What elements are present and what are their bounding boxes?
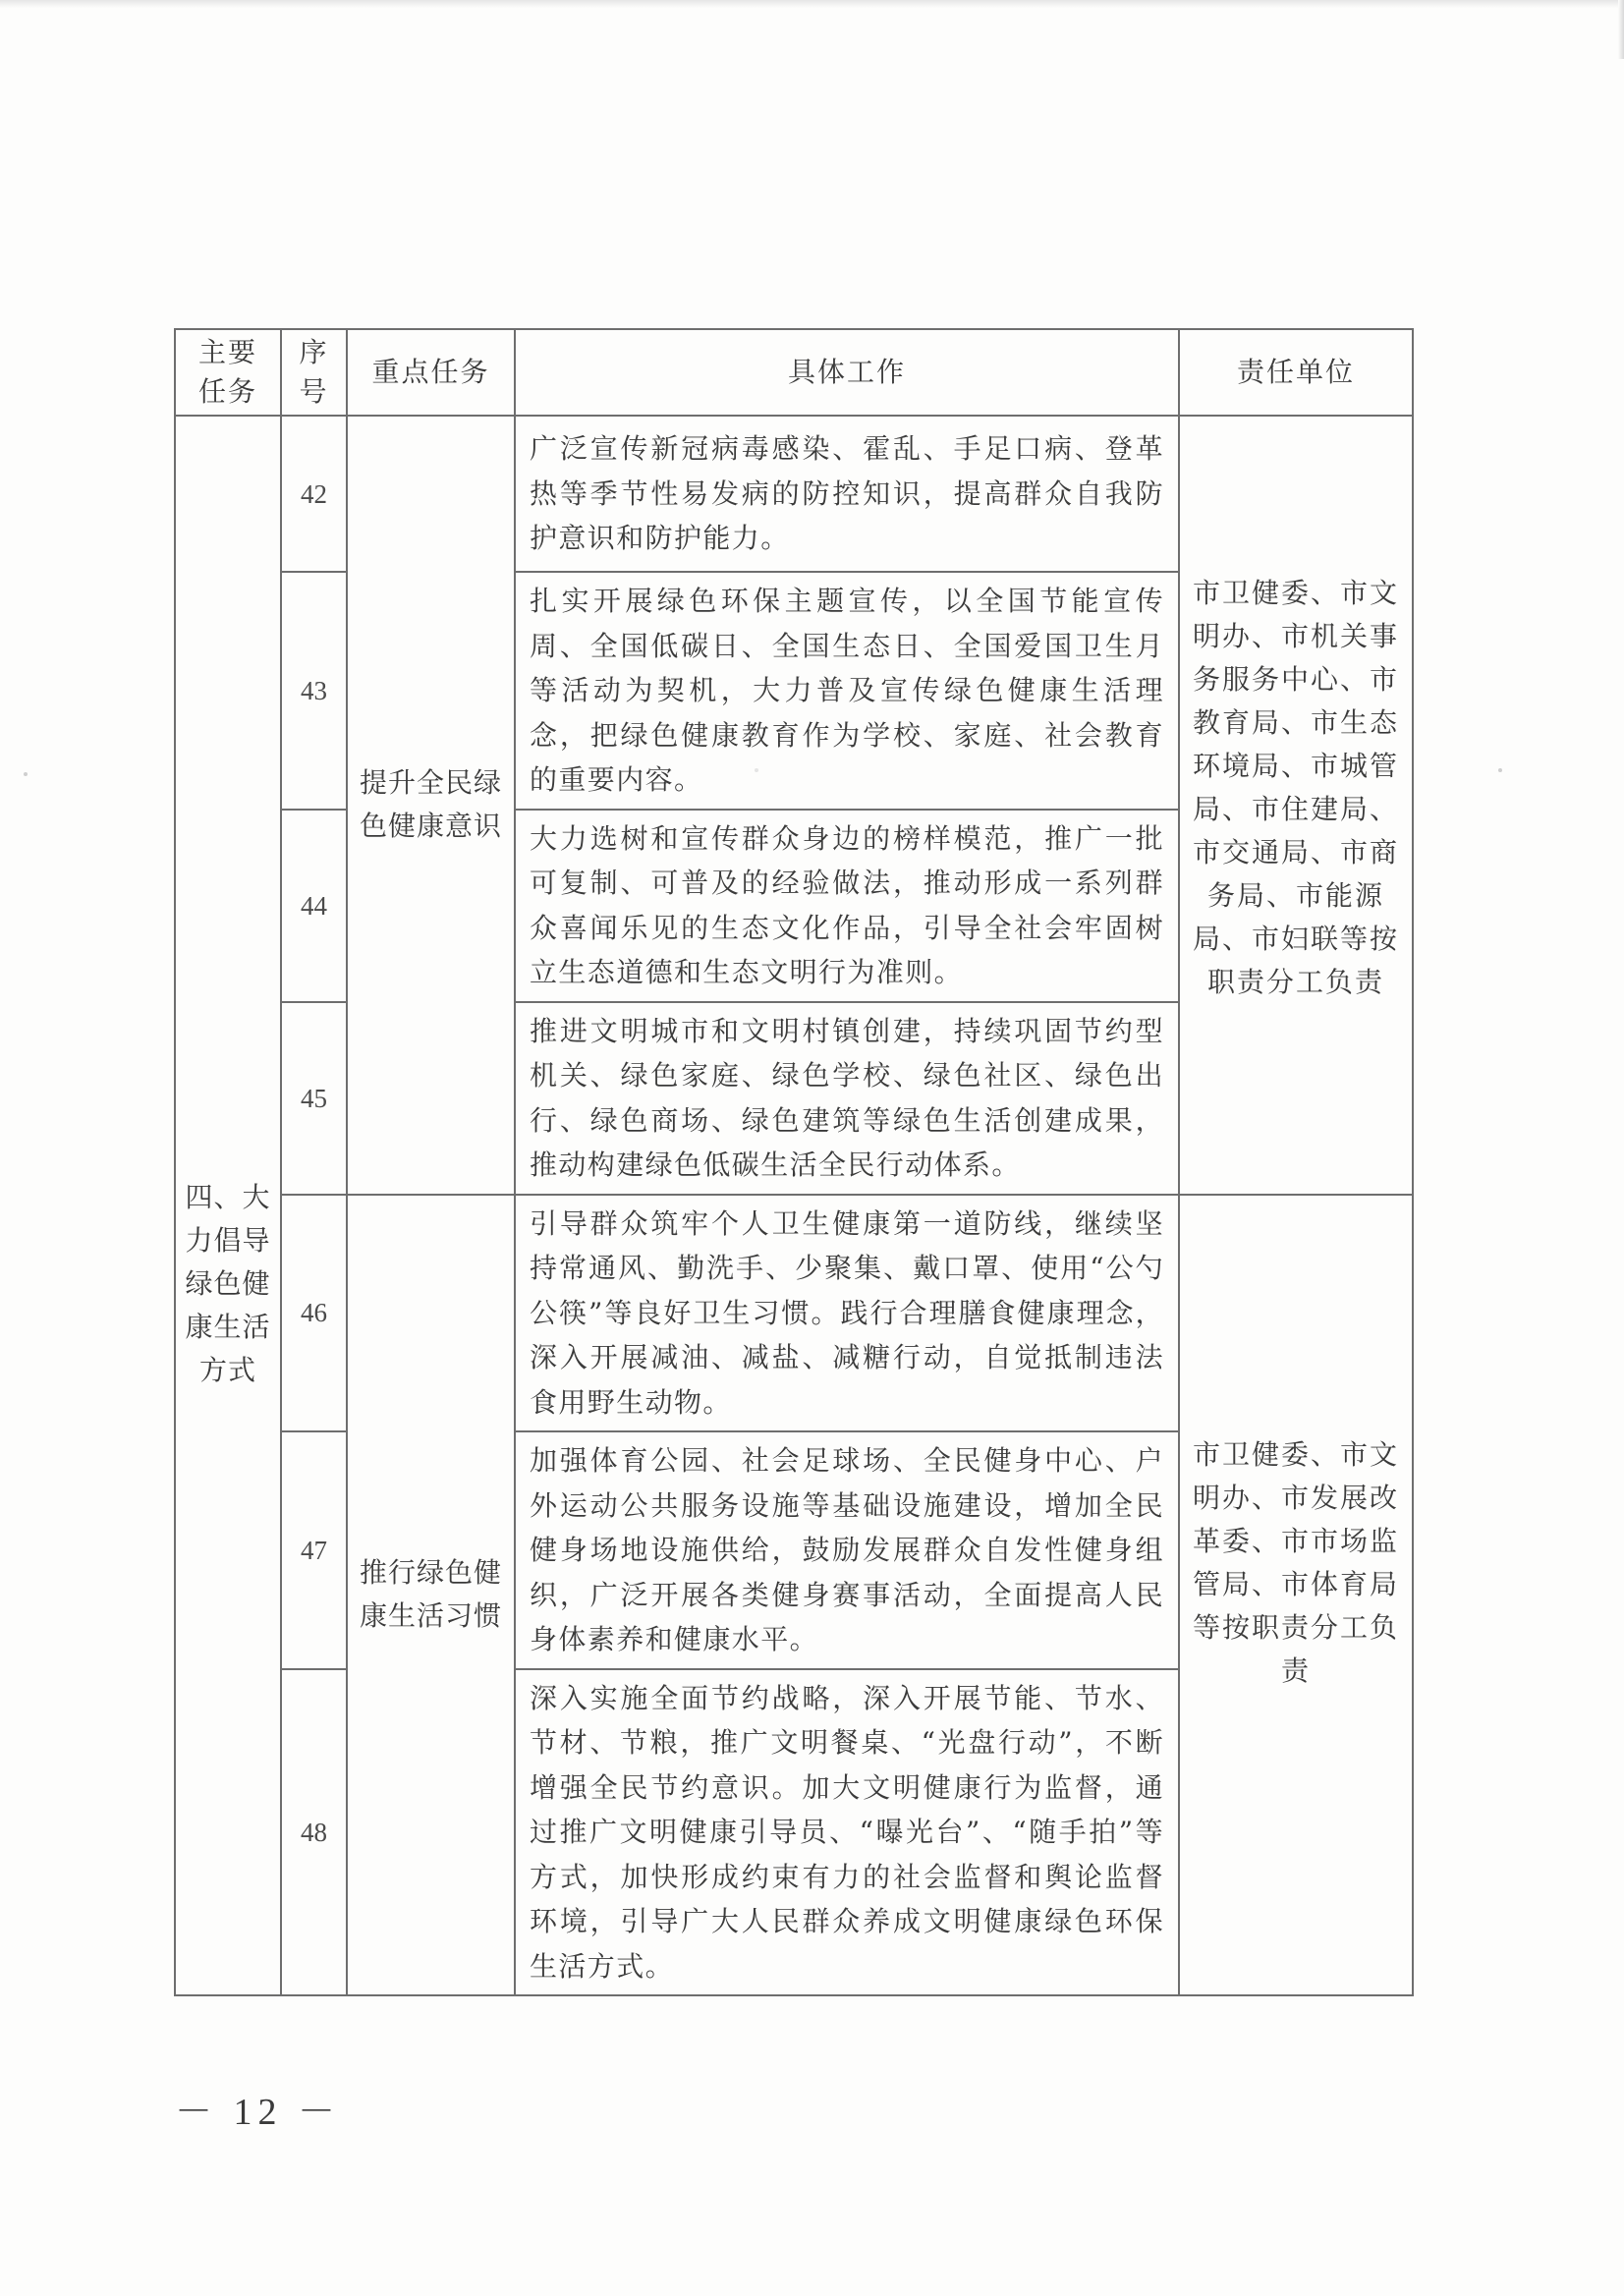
seq-cell: 44 bbox=[281, 810, 347, 1002]
seq-cell: 48 bbox=[281, 1669, 347, 1996]
table-row bbox=[175, 1195, 1413, 1432]
table-header-row bbox=[175, 329, 1413, 416]
scan-speck bbox=[1498, 768, 1502, 772]
scan-edge-top bbox=[0, 0, 1624, 8]
key-task-text: 提升全民绿色健康意识 bbox=[359, 766, 502, 843]
work-cell: 广泛宣传新冠病毒感染、霍乱、手足口病、登革热等季节性易发病的防控知识，提高群众自我防护意识和防护能力。 bbox=[515, 416, 1179, 572]
header-seq: 序号 bbox=[281, 329, 347, 416]
work-cell: 大力选树和宣传群众身边的榜样模范，推广一批可复制、可普及的经验做法，推动形成一系列群众喜闻乐见的生态文化作品，引导全社会牢固树立生态道德和生态文明行为准则。 bbox=[515, 810, 1179, 1002]
seq-cell: 46 bbox=[281, 1195, 347, 1432]
unit-text: 市卫健委、市文明办、市机关事务服务中心、市教育局、市生态环境局、市城管局、市住建局、市交通局、市商务局、市能源局、市妇联等按职责分工负责 bbox=[1192, 577, 1399, 998]
scan-speck bbox=[24, 772, 28, 776]
scan-edge-right bbox=[1618, 0, 1624, 59]
work-cell: 深入实施全面节约战略，深入开展节能、节水、节材、节粮，推广文明餐桌、“光盘行动”，不断增强全民节约意识。加大文明健康行为监督，通过推广文明健康引导员、“曝光台”、“随手拍”等方式，加快形成约束有力的社会监督和舆论监督环境，引导广大人民群众养成文明健康绿色环保生活方式。 bbox=[515, 1669, 1179, 1996]
work-cell: 引导群众筑牢个人卫生健康第一道防线，继续坚持常通风、勤洗手、少聚集、戴口罩、使用“公勺公筷”等良好卫生习惯。践行合理膳食健康理念，深入开展减油、减盐、减糖行动，自觉抵制违法食用野生动物。 bbox=[515, 1195, 1179, 1432]
unit-cell bbox=[1179, 416, 1413, 1195]
seq-cell: 42 bbox=[281, 416, 347, 572]
header-unit: 责任单位 bbox=[1179, 329, 1413, 416]
key-task-text: 推行绿色健康生活习惯 bbox=[359, 1556, 502, 1633]
key-task-cell bbox=[347, 416, 515, 1195]
header-work: 具体工作 bbox=[515, 329, 1179, 416]
main-task-text: 四、大力倡导绿色健康生活方式 bbox=[185, 1181, 271, 1386]
key-task-cell bbox=[347, 1195, 515, 1996]
table-row bbox=[175, 416, 1413, 572]
task-table bbox=[174, 328, 1414, 1996]
page-number: － 12 － bbox=[175, 2092, 342, 2133]
unit-text: 市卫健委、市文明办、市发展改革委、市市场监管局、市体育局等按职责分工负责 bbox=[1192, 1437, 1399, 1687]
main-task-cell bbox=[175, 416, 281, 1995]
work-cell: 加强体育公园、社会足球场、全民健身中心、户外运动公共服务设施等基础设施建设，增加全民健身场地设施供给，鼓励发展群众自发性健身组织，广泛开展各类健身赛事活动，全面提高人民身体素养和健康水平。 bbox=[515, 1431, 1179, 1669]
header-main-task: 主要任务 bbox=[175, 329, 281, 416]
seq-cell: 45 bbox=[281, 1002, 347, 1195]
seq-cell: 43 bbox=[281, 572, 347, 810]
seq-cell: 47 bbox=[281, 1431, 347, 1669]
work-cell: 扎实开展绿色环保主题宣传，以全国节能宣传周、全国低碳日、全国生态日、全国爱国卫生月等活动为契机，大力普及宣传绿色健康生活理念，把绿色健康教育作为学校、家庭、社会教育的重要内容。 bbox=[515, 572, 1179, 810]
work-cell: 推进文明城市和文明村镇创建，持续巩固节约型机关、绿色家庭、绿色学校、绿色社区、绿色出行、绿色商场、绿色建筑等绿色生活创建成果，推动构建绿色低碳生活全民行动体系。 bbox=[515, 1002, 1179, 1195]
unit-cell bbox=[1179, 1195, 1413, 1996]
header-key-task: 重点任务 bbox=[347, 329, 515, 416]
